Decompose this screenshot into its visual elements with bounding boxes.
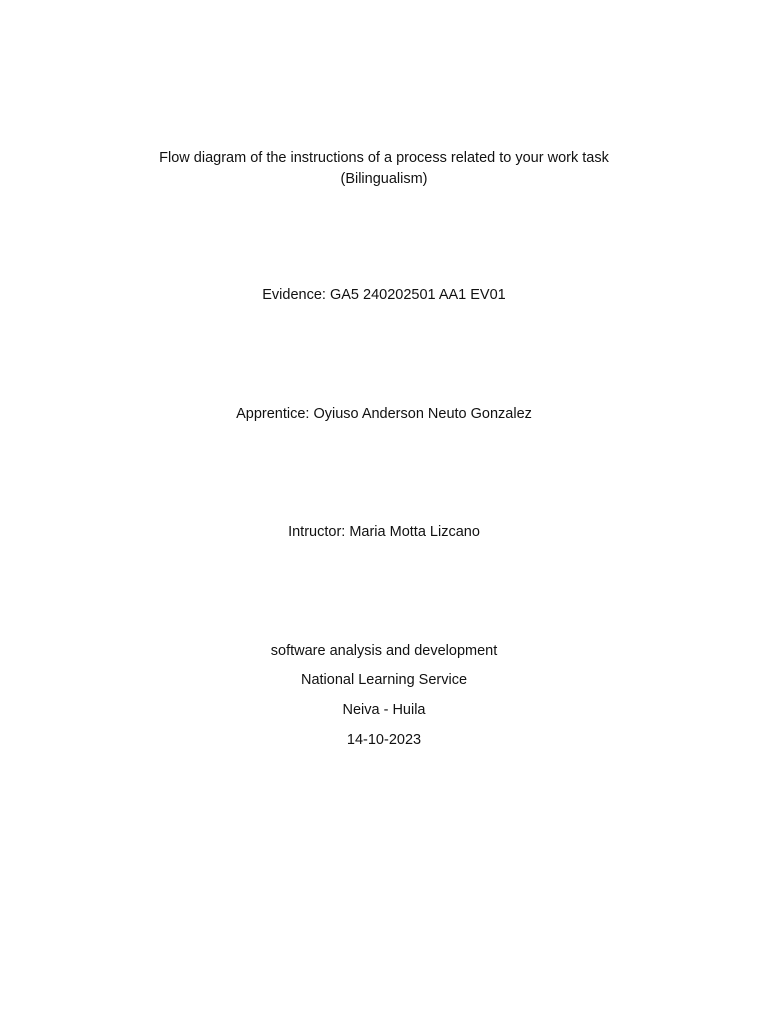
document-date: 14-10-2023 [346,732,422,748]
institution-name: National Learning Service [300,672,468,688]
apprentice-name: Apprentice: Oyiuso Anderson Neuto Gonzalez [236,406,532,422]
program-name: software analysis and development [270,643,498,659]
location: Neiva - Huila [342,702,426,718]
evidence-code: Evidence: GA5 240202501 AA1 EV01 [262,287,506,303]
document-title-line2: (Bilingualism) [340,171,428,187]
instructor-name: Intructor: Maria Motta Lizcano [288,524,480,540]
document-title-line1: Flow diagram of the instructions of a process related to your work task [159,150,609,166]
